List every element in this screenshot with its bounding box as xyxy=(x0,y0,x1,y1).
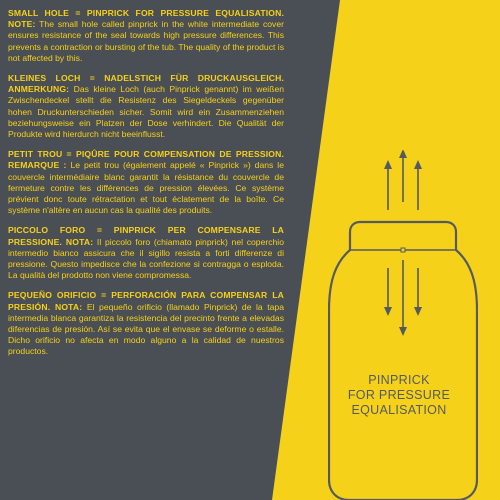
notice-english xyxy=(8,8,284,64)
notice-heading: SMALL HOLE = PINPRICK FOR PRESSURE EQUALISATION. NOTE: xyxy=(8,8,284,30)
notice-body: Le petit trou (également appelé « Pinprick ») dans le couvercle intermédiaire blanc garantit la résistance du couvercle de fermeture contre les différences de pression élevées. Ce système prévient donc toute rétractation et tout éclatement de la boîte. Ce système n'altère en aucun cas la qualité des produits. xyxy=(8,160,284,216)
caption-line: EQUALISATION xyxy=(351,403,447,417)
jar-illustration xyxy=(328,150,478,500)
notice-french xyxy=(8,149,284,216)
pressure-down-arrows-icon xyxy=(384,260,422,336)
notice-body: Il piccolo foro (chiamato pinprick) nel coperchio intermedio bianco assicura che il sigillo resista a forti differenze di pressione. Questo impedisce che la confezione si contragga o esploda. La qualità del prodotto non viene compromessa. xyxy=(8,236,284,281)
caption-line: FOR PRESSURE xyxy=(347,388,451,402)
notice-heading: PICCOLO FORO = PINPRICK PER COMPENSARE LA PRESSIONE. NOTA: xyxy=(8,225,284,247)
notice-heading: KLEINES LOCH = NADELSTICH FÜR DRUCKAUSGLEICH. ANMERKUNG: xyxy=(8,73,284,95)
notice-body: The small hole called pinprick in the white intermediate cover ensures resistance of the seal towards high pressure differences. This prevents a contraction or bursting of the tub. The quality of the product is not affected by this. xyxy=(8,19,284,63)
pinprick-hole-icon xyxy=(401,248,405,252)
notice-body: El pequeño orificio (llamado Pinprick) de la tapa intermedia blanca garantiza la resistencia del precinto frente a elevadas diferencias de presión. Así se evita que el envase se deforme o estalle. Dicho orificio no afecta en modo alguno a la calidad de nuestros productos. xyxy=(8,301,284,357)
notice-heading: PETIT TROU = PIQÛRE POUR COMPENSATION DE PRESSION. REMARQUE : xyxy=(8,149,284,171)
multilingual-notice xyxy=(8,8,284,367)
pressure-up-arrows-icon xyxy=(384,150,422,210)
caption-line: PINPRICK xyxy=(368,373,430,387)
notice-german xyxy=(8,73,284,140)
notice-spanish xyxy=(8,290,284,357)
notice-italian xyxy=(8,225,284,281)
jar-caption xyxy=(334,373,464,418)
notice-body: Das kleine Loch (auch Pinprick genannt) im weißen Zwischendeckel stellt die Resistenz des Siegeldeckels gegenüber hohen Druckunterschieden sicher. Somit wird ein Zusammenziehen beziehungsweise ein Platzen der Dose verhindert. Die Qualität der Produkte wird hierdurch nicht beeinflusst. xyxy=(8,84,284,140)
notice-heading: PEQUEÑO ORIFICIO = PERFORACIÓN PARA COMPENSAR LA PRESIÓN. NOTA: xyxy=(8,290,284,312)
